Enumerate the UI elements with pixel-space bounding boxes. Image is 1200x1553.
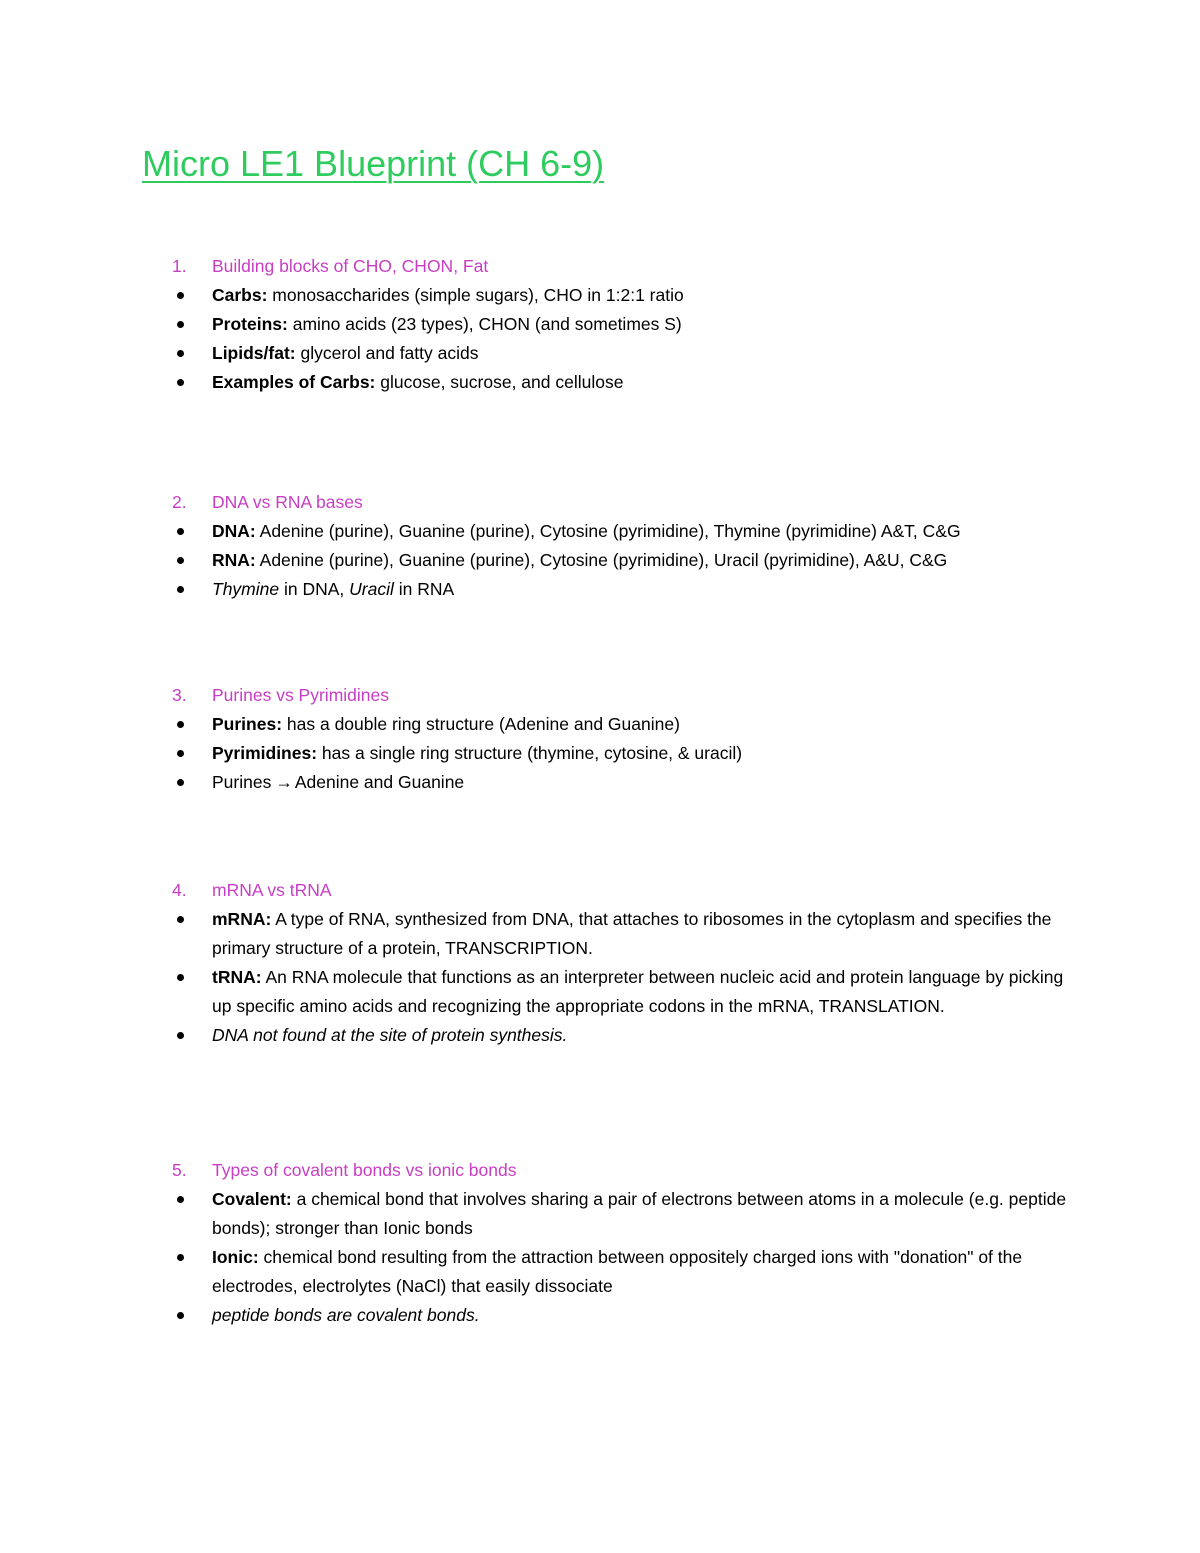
- section-heading: [172, 875, 1072, 905]
- item-term: Purines:: [212, 714, 283, 734]
- item-text: a chemical bond that involves sharing a pair of electrons between atoms in a molecule (e.g. peptide bonds); stronger than Ionic bonds: [212, 1189, 1067, 1238]
- bullet-list: [172, 517, 1072, 604]
- item-text: amino acids (23 types), CHON (and sometimes S): [287, 314, 682, 334]
- list-item: [172, 281, 1072, 310]
- list-item: [172, 575, 1072, 604]
- item-text: An RNA molecule that functions as an interpreter between nucleic acid and protein language by picking up specific amino acids and recognizing the appropriate codons in the mRNA, TRANSLATION.: [212, 967, 1064, 1016]
- item-term: Ionic:: [212, 1247, 259, 1267]
- item-term: Proteins:: [212, 314, 288, 334]
- list-item: [172, 1185, 1072, 1243]
- item-text: A type of RNA, synthesized from DNA, that attaches to ribosomes in the cytoplasm and specifies the primary structure of a protein, TRANSCRIPTION.: [212, 909, 1052, 958]
- list-item: [172, 1301, 1072, 1330]
- item-text: glucose, sucrose, and cellulose: [375, 372, 624, 392]
- list-item: [172, 739, 1072, 768]
- bullet-list: [172, 710, 1072, 797]
- item-term: Pyrimidines:: [212, 743, 318, 763]
- item-italic-text: peptide bonds are covalent bonds.: [212, 1305, 480, 1325]
- section-number: 1.: [172, 256, 187, 276]
- item-term: Lipids/fat:: [212, 343, 296, 363]
- item-term: RNA:: [212, 550, 256, 570]
- list-item: [172, 710, 1072, 739]
- section-number: 4.: [172, 880, 187, 900]
- item-text: Purines: [212, 772, 272, 792]
- item-term: mRNA:: [212, 909, 272, 929]
- item-italic-term: Thymine: [212, 579, 280, 599]
- list-item: [172, 546, 1072, 575]
- item-term: Covalent:: [212, 1189, 292, 1209]
- item-text: has a double ring structure (Adenine and Guanine): [282, 714, 680, 734]
- section-title: Purines vs Pyrimidines: [212, 685, 389, 705]
- section-dna-rna-bases: [172, 487, 1072, 604]
- item-term: Carbs:: [212, 285, 268, 305]
- section-title: Building blocks of CHO, CHON, Fat: [212, 256, 489, 276]
- section-heading: [172, 680, 1072, 710]
- item-italic-text: DNA not found at the site of protein synthesis.: [212, 1025, 568, 1045]
- item-term: tRNA:: [212, 967, 262, 987]
- bullet-list: [172, 1185, 1072, 1330]
- list-item: [172, 310, 1072, 339]
- item-text: Adenine and Guanine: [294, 772, 465, 792]
- section-title: DNA vs RNA bases: [212, 492, 363, 512]
- section-number: 2.: [172, 492, 187, 512]
- section-heading: [172, 487, 1072, 517]
- section-number: 5.: [172, 1160, 187, 1180]
- bullet-list: [172, 905, 1072, 1050]
- item-text: in DNA,: [279, 579, 350, 599]
- item-text: monosaccharides (simple sugars), CHO in 1:2:1 ratio: [267, 285, 684, 305]
- list-item: [172, 905, 1072, 963]
- document-title: Micro LE1 Blueprint (CH 6-9): [142, 143, 605, 184]
- item-text: chemical bond resulting from the attraction between oppositely charged ions with "donation" of the electrodes, electrolytes (NaCl) that easily dissociate: [212, 1247, 1023, 1296]
- section-heading: [172, 251, 1072, 281]
- list-item: [172, 1243, 1072, 1301]
- section-bond-types: [172, 1155, 1072, 1330]
- item-text: glycerol and fatty acids: [295, 343, 479, 363]
- item-term: DNA:: [212, 521, 256, 541]
- list-item: [172, 368, 1072, 397]
- item-text: Adenine (purine), Guanine (purine), Cytosine (pyrimidine), Thymine (pyrimidine) A&T, C&G: [255, 521, 961, 541]
- list-item: [172, 768, 1072, 797]
- arrow-right-icon: →: [275, 772, 293, 792]
- section-heading: [172, 1155, 1072, 1185]
- list-item: [172, 339, 1072, 368]
- section-title: mRNA vs tRNA: [212, 880, 332, 900]
- list-item: [172, 963, 1072, 1021]
- item-text: Adenine (purine), Guanine (purine), Cytosine (pyrimidine), Uracil (pyrimidine), A&U, C&G: [255, 550, 948, 570]
- item-text: has a single ring structure (thymine, cytosine, & uracil): [317, 743, 743, 763]
- list-item: [172, 1021, 1072, 1050]
- item-term: Examples of Carbs:: [212, 372, 376, 392]
- bullet-list: [172, 281, 1072, 397]
- section-number: 3.: [172, 685, 187, 705]
- section-purines-pyrimidines: [172, 680, 1072, 797]
- section-building-blocks: [172, 251, 1072, 397]
- item-italic-term: Uracil: [349, 579, 394, 599]
- section-mrna-trna: [172, 875, 1072, 1050]
- item-text: in RNA: [393, 579, 455, 599]
- list-item: [172, 517, 1072, 546]
- section-title: Types of covalent bonds vs ionic bonds: [212, 1160, 517, 1180]
